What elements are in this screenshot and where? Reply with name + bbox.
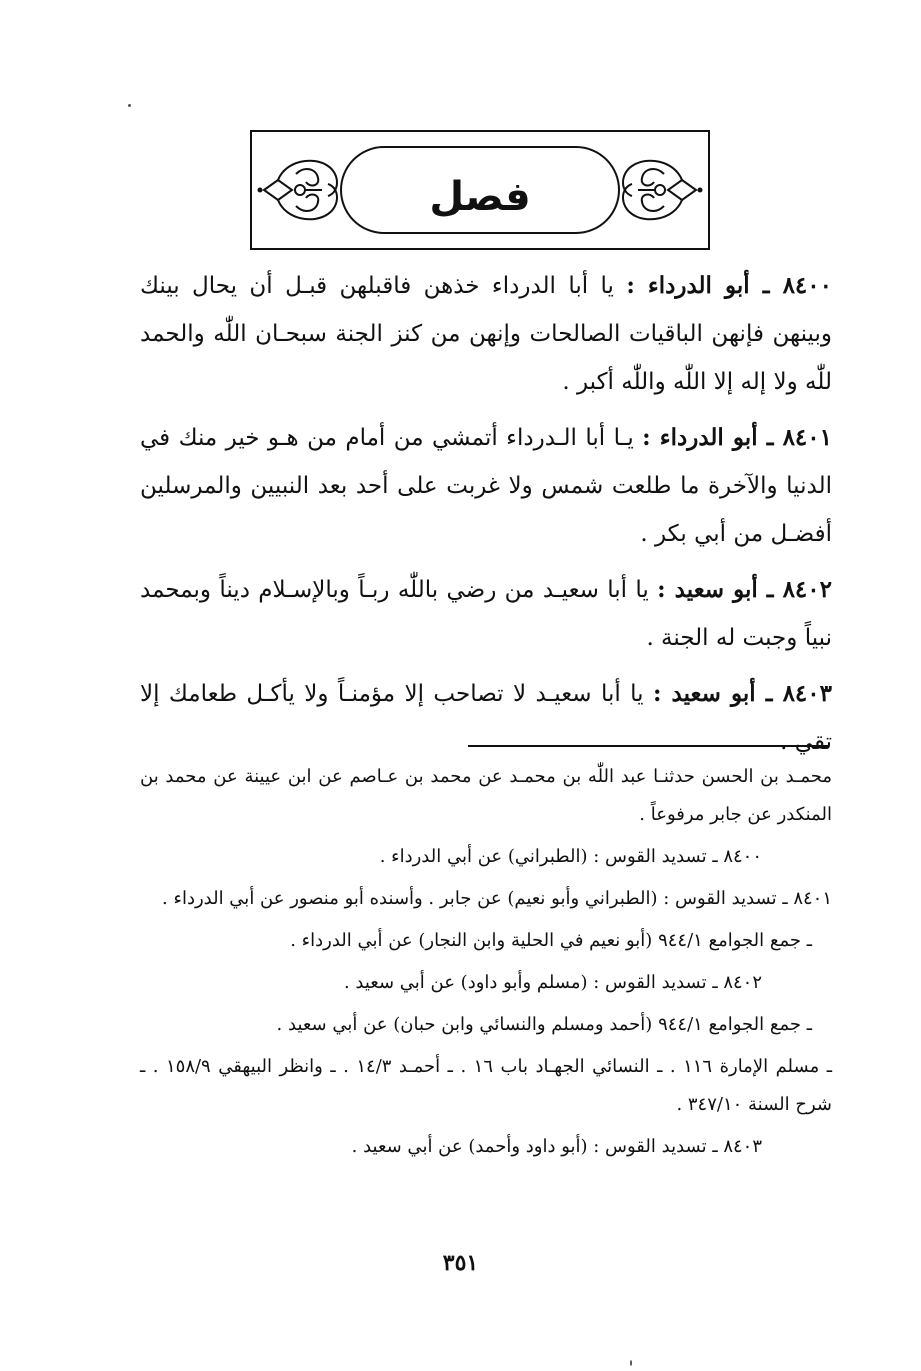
hadith-heading: ٨٤٠٣ ـ أبو سعيد : [652, 680, 832, 707]
arabesque-ornament-icon [614, 152, 704, 228]
footnotes [140, 758, 832, 1170]
page-number: ٣٥١ [442, 1250, 479, 1276]
hadith-text-body [140, 262, 832, 774]
scan-speck [630, 1360, 632, 1366]
footnote-line: ٨٤٠٣ ـ تسديد القوس : (أبو داود وأحمد) عن أبي سعيد . [351, 1136, 762, 1157]
hadith-entry [140, 566, 832, 662]
hadith-heading: ٨٤٠١ ـ أبو الدرداء : [642, 424, 832, 451]
hadith-entry [140, 414, 832, 558]
chapter-title-frame [250, 130, 710, 250]
footnote-line: ـ جمع الجوامع ٩٤٤/١ (أحمد ومسلم والنسائي وابن حبان) عن أبي سعيد . [276, 1014, 812, 1035]
footnote-line: ٨٤٠٢ ـ تسديد القوس : (مسلم وأبو داود) عن أبي سعيد . [343, 972, 762, 993]
hadith-text: يا أبا سعيـد لا تصاحب إلا مؤمنـاً ولا يأكـل طعامك إلا تقي . [140, 681, 832, 755]
footnote-divider [468, 745, 828, 747]
footnote-line: ـ جمع الجوامع ٩٤٤/١ (أبو نعيم في الحلية وابن النجار) عن أبي الدرداء . [290, 930, 812, 951]
hadith-text: يا أبا الدرداء خذهن فاقبلهن قبـل أن يحال بينك وبينهن فإنهن الباقيات الصالحات وإنهن من كنز الجنة سبحـان اللّٰه والحمد للّٰه ولا إله إلا اللّٰه واللّٰه أكبر . [140, 273, 832, 395]
footnote-line: محمـد بن الحسن حدثنـا عبد اللّٰه بن محمـد عن محمد بن عـاصم عن ابن عيينة عن محمد بن المنكدر عن جابر مرفوعاً . [140, 766, 832, 825]
hadith-heading: ٨٤٠٠ ـ أبو الدرداء : [626, 272, 832, 299]
footnote-line: ٨٤٠١ ـ تسديد القوس : (الطبراني وأبو نعيم) عن جابر . وأسنده أبو منصور عن أبي الدرداء . [162, 888, 832, 909]
hadith-entry [140, 670, 832, 766]
hadith-text: يا أبا سعيـد من رضي باللّٰه ربـاً وبالإسـلام ديناً وبمحمد نبياً وجبت له الجنة . [140, 577, 832, 651]
hadith-entry [140, 262, 832, 406]
footnote-line: ٨٤٠٠ ـ تسديد القوس : (الطبراني) عن أبي الدرداء . [379, 846, 762, 867]
chapter-title: فصل [429, 174, 531, 220]
hadith-heading: ٨٤٠٢ ـ أبو سعيد : [657, 576, 832, 603]
title-cartouche [340, 146, 620, 234]
footnote-line: ـ مسلم الإمارة ١١٦ . ـ النسائي الجهـاد باب ١٦ . ـ أحمـد ١٤/٣ . ـ وانظر البيهقي ١٥٨/٩ . ـ شرح السنة ٣٤٧/١٠ . [140, 1056, 832, 1115]
hadith-text: يـا أبا الـدرداء أتمشي من أمام من هـو خير منك في الدنيا والآخرة ما طلعت شمس ولا غربت على أحد بعد النبيين والمرسلين أفضـل من أبي بكر . [140, 425, 832, 547]
scan-speck [128, 104, 131, 107]
arabesque-ornament-icon [256, 152, 346, 228]
